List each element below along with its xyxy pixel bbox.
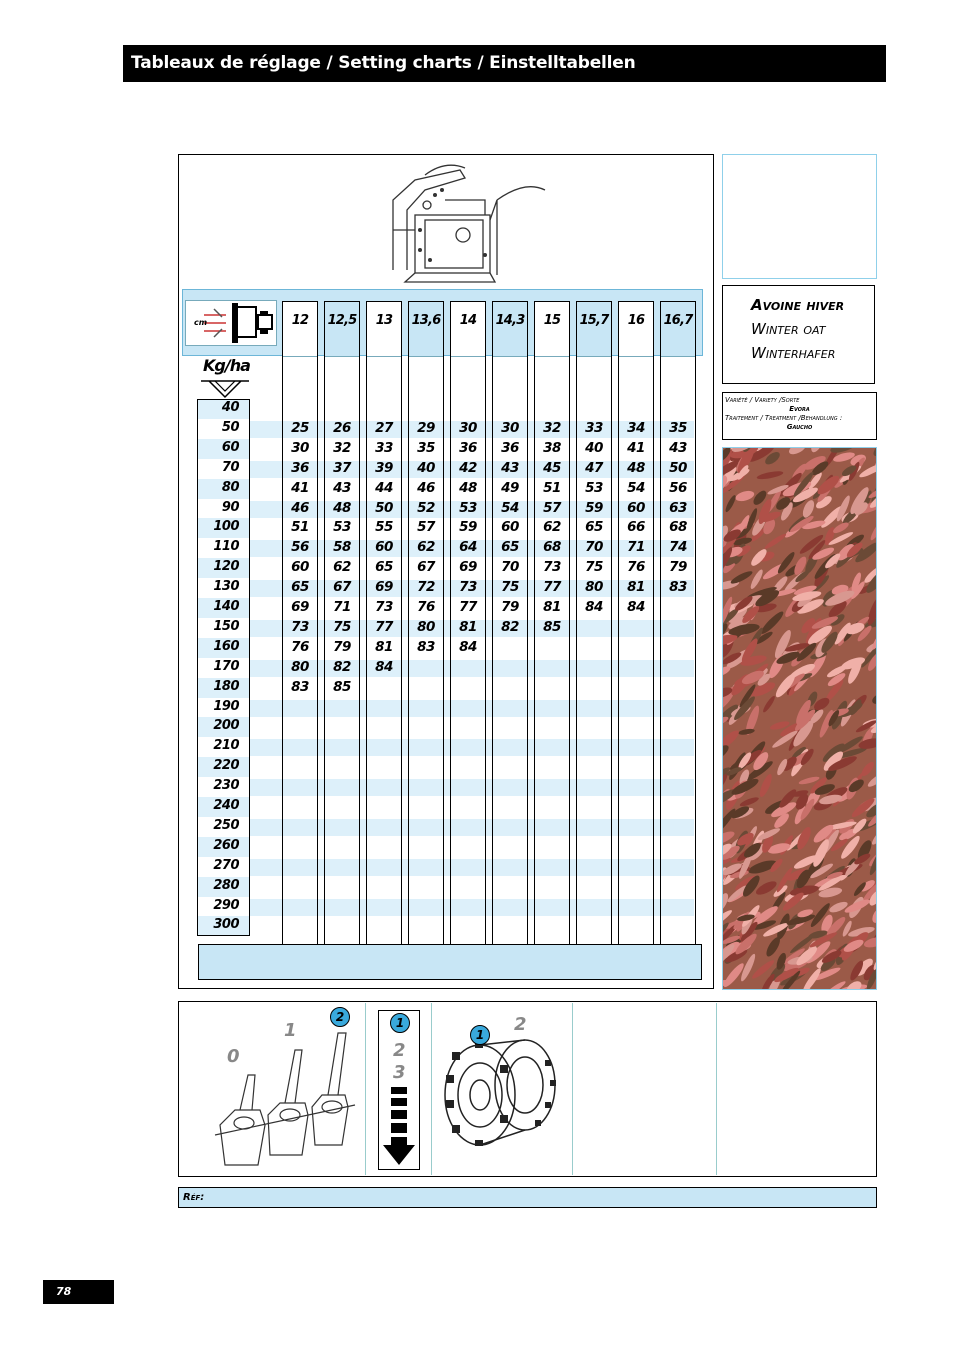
cell-value: 72 [417,579,435,596]
cell-value: 34 [627,419,645,436]
rate-label-230: 230 [213,778,239,794]
column-header-cell [577,302,611,357]
cell-value: 54 [501,499,519,516]
cell-value: 57 [543,499,561,516]
cell-value: 69 [291,599,309,615]
cell-value: 46 [417,479,435,496]
cell-value: 73 [543,559,561,576]
seed-grain [739,796,760,808]
spacing-column [660,301,696,950]
seed-grain [761,695,776,714]
reference-strip: Réf: [178,1187,877,1208]
cell-value: 80 [417,618,435,635]
variety-name-de: Winterhafer [751,344,836,362]
cell-value: 70 [585,539,603,556]
spacing-column [618,301,654,950]
cell-value: 59 [459,519,477,536]
cell-value: 47 [585,459,603,476]
cell-value: 56 [669,479,687,496]
cell-value: 67 [333,579,351,596]
cell-value: 77 [459,599,477,615]
lever-position-1: 1 [284,1020,297,1041]
cell-value: 84 [459,638,477,655]
wheel-position-2: 2 [514,1014,527,1035]
variety-label: Variété / Variety /Sorte [725,396,800,404]
cell-value: 30 [501,419,519,436]
seed-photo [722,447,877,990]
rate-label-170: 170 [213,658,239,674]
cell-value: 65 [501,539,519,556]
rate-label-250: 250 [213,817,239,833]
cell-value: 84 [375,658,393,675]
cell-value: 51 [291,519,309,536]
seed-grain [870,906,877,924]
cell-value: 69 [459,559,477,576]
rate-label-290: 290 [213,897,239,913]
rate-label-40: 40 [221,400,239,415]
rate-label-130: 130 [213,579,239,595]
cell-value: 41 [291,479,309,496]
cell-value: 73 [459,579,477,596]
cell-value: 25 [291,419,309,436]
cell-value: 57 [417,519,435,536]
cell-value: 80 [291,658,309,675]
cell-value: 82 [501,618,519,635]
cell-value: 39 [375,459,393,476]
cell-value: 26 [333,419,351,436]
cell-value: 27 [375,419,393,436]
rate-label-70: 70 [221,459,239,475]
wheel-position-1-badge: 1 [470,1025,490,1045]
cell-value: 35 [417,439,435,456]
treatment-label: Traitement / Treatment /Behandlung : [725,414,843,422]
cell-value: 60 [375,539,393,556]
cell-value: 36 [501,439,519,456]
cell-value: 85 [543,618,561,635]
seed-grain [724,494,738,513]
cell-value: 56 [291,539,309,556]
column-header-cell [283,302,317,357]
cell-value: 29 [417,419,435,436]
rate-label-90: 90 [221,499,239,515]
cell-value: 79 [669,559,687,576]
cell-value: 81 [627,579,645,596]
cell-value: 75 [501,579,519,596]
cell-value: 65 [585,519,603,536]
rate-label-210: 210 [213,738,239,754]
cell-value: 63 [669,499,687,516]
cell-value: 62 [543,519,561,536]
cell-value: 53 [459,499,477,516]
column-header-16: 16 [627,313,645,328]
seed-grain [734,489,755,503]
variety-name-en: Winter oat [751,320,826,338]
cell-value: 62 [333,559,351,576]
cell-value: 76 [417,599,435,615]
cell-value: 48 [333,499,351,516]
cell-value: 59 [585,499,603,516]
cell-value: 84 [585,599,603,615]
rate-label-150: 150 [213,618,239,634]
column-header-cell [619,302,653,357]
cell-value: 71 [627,539,645,556]
cell-value: 75 [333,618,351,635]
cell-value: 40 [417,459,435,476]
cell-value: 58 [333,539,351,556]
cell-value: 48 [459,479,477,496]
rate-label-120: 120 [213,559,239,575]
cell-value: 62 [417,539,435,556]
rate-label-220: 220 [213,758,239,774]
cell-value: 68 [543,539,561,556]
variety-value: Evora [789,405,810,413]
cell-value: 46 [291,499,309,516]
column-header-15: 15 [543,313,561,328]
column-header-cell [367,302,401,357]
cell-value: 43 [669,439,687,456]
column-header-cell [535,302,569,357]
rate-label-270: 270 [213,857,239,873]
column-header-15-7: 15,7 [579,313,609,328]
rate-label-60: 60 [221,439,239,455]
cell-value: 77 [375,618,393,635]
cell-value: 60 [501,519,519,536]
cell-value: 79 [333,638,351,655]
cell-value: 71 [333,599,351,615]
cell-value: 49 [501,479,519,496]
gear-position-3: 3 [393,1062,406,1083]
unit-label: Kg/ha [203,356,250,375]
down-arrow-icon [199,377,251,399]
divider [365,1003,366,1175]
rate-label-200: 200 [213,718,239,734]
cell-value: 45 [543,459,561,476]
seed-grain [764,935,783,958]
cell-value: 44 [375,479,393,496]
divider [572,1003,573,1175]
column-header-14: 14 [459,313,477,328]
cell-value: 77 [543,579,561,596]
column-header-12: 12 [291,313,309,328]
rate-label-110: 110 [213,539,239,555]
cell-value: 66 [627,519,645,536]
cell-value: 83 [291,678,309,695]
cell-value: 82 [333,658,351,675]
hopper-drawing [385,160,555,285]
cell-value: 80 [585,579,603,596]
lever-position-2-badge: 2 [330,1007,350,1027]
cell-value: 42 [459,459,477,476]
column-header-13: 13 [375,313,393,328]
tractor-icon-label: cm [194,318,208,327]
cell-value: 36 [291,459,309,476]
page-number: 78 [43,1280,114,1304]
cell-value: 67 [417,559,435,576]
cell-value: 75 [585,559,603,576]
column-header-cell [451,302,485,357]
cell-value: 81 [543,599,561,615]
seed-grain [809,448,826,454]
cell-value: 32 [333,439,351,456]
seed-grain [871,448,877,458]
lever-position-0: 0 [227,1046,240,1067]
seed-grain [758,773,775,799]
cell-value: 43 [333,479,351,496]
cell-value: 79 [501,599,519,615]
cell-value: 32 [543,419,561,436]
cell-value: 38 [543,439,561,456]
column-header-14-3: 14,3 [495,313,525,328]
seed-grain [723,742,731,763]
reference-panel [722,154,877,279]
seed-grain [729,569,753,586]
gear-down-arrow-icon [382,1085,416,1167]
spacing-column [576,301,612,950]
cell-value: 84 [627,599,645,615]
rate-label-280: 280 [213,877,239,893]
cell-value: 69 [375,579,393,596]
cell-value: 65 [375,559,393,576]
cell-value: 30 [291,439,309,456]
cell-value: 83 [417,638,435,655]
cell-value: 30 [459,419,477,436]
wheel-drawing [440,1030,565,1150]
seed-grain [869,517,877,542]
cell-value: 33 [585,419,603,436]
rate-label-190: 190 [213,698,239,714]
gear-position-1-badge: 1 [390,1013,410,1033]
cell-value: 53 [585,479,603,496]
rate-label-260: 260 [213,837,239,853]
column-header-cell [493,302,527,357]
variety-name-box [722,285,875,384]
rate-label-140: 140 [213,599,239,614]
cell-value: 74 [669,539,687,556]
cell-value: 60 [627,499,645,516]
rate-label-80: 80 [221,479,239,495]
cell-value: 43 [501,459,519,476]
cell-value: 41 [627,439,645,456]
rate-label-50: 50 [221,419,239,435]
column-header-16-7: 16,7 [663,313,693,328]
divider [716,1003,717,1175]
column-header-cell [409,302,443,357]
cell-value: 37 [333,459,351,476]
gear-position-2: 2 [393,1040,406,1061]
seed-grain [756,470,784,481]
column-header-cell [325,302,359,357]
seed-grain [763,532,787,551]
cell-value: 52 [417,499,435,516]
note-strip [198,944,702,980]
page-title: Tableaux de réglage / Setting charts / Einstelltabellen [123,45,886,82]
rate-label-160: 160 [213,638,239,654]
cell-value: 65 [291,579,309,596]
cell-value: 73 [375,599,393,615]
column-header-cell [661,302,695,357]
treatment-value: Gaucho [786,423,813,431]
tractor-icon [185,300,277,346]
column-header-13-6: 13,6 [411,313,441,328]
cell-value: 53 [333,519,351,536]
cell-value: 64 [459,539,477,556]
cell-value: 48 [627,459,645,476]
rate-label-180: 180 [213,678,239,694]
cell-value: 36 [459,439,477,456]
cell-value: 55 [375,519,393,536]
divider [431,1003,432,1175]
seed-grain [787,448,808,457]
cell-value: 60 [291,559,309,576]
rate-label-240: 240 [213,798,239,813]
cell-value: 81 [375,638,393,655]
seed-grain [871,691,877,706]
seed-grain [832,520,851,535]
cell-value: 73 [291,618,309,635]
column-header-12-5: 12,5 [327,313,357,328]
cell-value: 50 [669,459,687,476]
rate-label-100: 100 [213,519,239,535]
variety-name-fr: Avoine hiver [751,296,845,314]
cell-value: 70 [501,559,519,576]
variety-info-box [722,392,877,440]
cell-value: 76 [627,559,645,576]
cell-value: 50 [375,499,393,516]
cell-value: 51 [543,479,561,496]
cell-value: 85 [333,678,351,695]
cell-value: 54 [627,479,645,496]
cell-value: 76 [291,638,309,655]
cell-value: 81 [459,618,477,635]
cell-value: 68 [669,519,687,536]
cell-value: 40 [585,439,603,456]
cell-value: 83 [669,579,687,596]
cell-value: 35 [669,419,687,436]
cell-value: 33 [375,439,393,456]
rate-label-300: 300 [213,917,239,933]
